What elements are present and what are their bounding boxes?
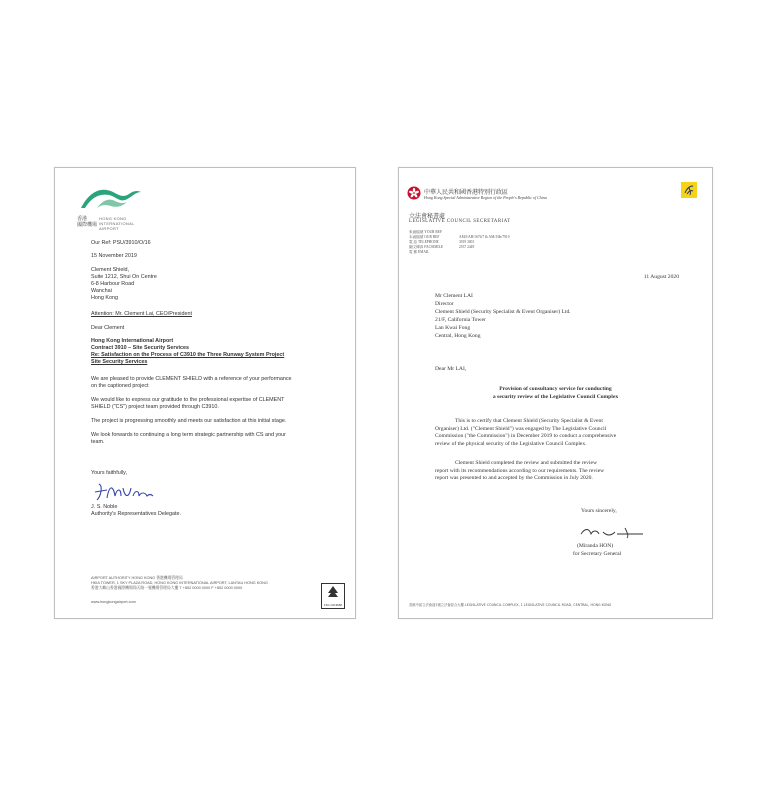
legco-letter bbox=[398, 167, 713, 619]
recipient-address bbox=[435, 292, 571, 340]
legco-yellow-badge bbox=[681, 182, 697, 198]
legco-badge-icon bbox=[681, 182, 697, 198]
logo-line: HONG KONG bbox=[99, 216, 127, 221]
website: www.hongkongairport.com bbox=[91, 600, 136, 604]
paragraph-line: We look forwards to continuing a long term strategic partnership with CS and your bbox=[91, 432, 286, 438]
footer-line: HKIA TOWER, 1 SKY PLAZA ROAD, HONG KONG INTERNATIONAL AIRPORT, LANTAU HONG KONG bbox=[91, 581, 268, 585]
footer-line: 香港大嶼山香港國際機場翔天路一號機場管理局大樓 T +852 0000 0000 F +852 0000 0000 bbox=[91, 586, 243, 590]
footer-address: 香港中區立法會道1號立法會綜合大樓 LEGISLATIVE COUNCIL COMPLEX, 1 LEGISLATIVE COUNCIL ROAD, CENTRAL, HONG KONG bbox=[409, 603, 612, 607]
paragraph-line: report with its recommendations according to our requirements. The review bbox=[435, 467, 605, 474]
signer-role: for Secretary General bbox=[573, 551, 622, 557]
address-line: Lan Kwai Fong bbox=[435, 325, 471, 331]
address-line: Hong Kong bbox=[91, 295, 118, 301]
subject-line: Re: Satisfaction on the Process of C3910 the Three Runway System Project bbox=[91, 352, 285, 358]
address-line: Clement Shield (Security Specialist & Event Organiser) Ltd. bbox=[435, 309, 571, 315]
address-line: Mr Clement LAI bbox=[435, 293, 473, 299]
header-chinese: 中華人民共和國香港特別行政區 bbox=[424, 189, 509, 196]
salutation: Dear Mr LAI, bbox=[435, 366, 467, 372]
header-english: Hong Kong Special Administrative Region of the People's Republic of China bbox=[424, 195, 547, 200]
letter-date: 15 November 2019 bbox=[91, 253, 137, 259]
address-line: Suite 1212, Shui On Centre bbox=[91, 274, 157, 280]
subject-line: Hong Kong International Airport bbox=[91, 338, 174, 344]
signature bbox=[93, 480, 155, 504]
signer-name: J. S. Noble bbox=[91, 504, 118, 510]
paragraph-2 bbox=[91, 397, 284, 411]
signer-name: (Miranda HON) bbox=[577, 543, 614, 549]
our-ref: Our Ref: PSU/3910/O/16 bbox=[91, 240, 151, 246]
closing: Yours faithfully, bbox=[91, 470, 127, 476]
logo-chinese: 香港 國際機場 bbox=[77, 216, 98, 228]
ref-value: AM/J/AB/1676/7 & AM/J/4b/7910 bbox=[459, 235, 510, 239]
paragraph-line: SHIELD ("CS") project team provided through C3910. bbox=[91, 404, 219, 410]
address-line: Wanchai bbox=[91, 288, 112, 294]
ref-value: 2537 2449 bbox=[459, 245, 475, 249]
ref-label: 電 郵 EMAIL bbox=[409, 250, 430, 254]
address-line: Clement Shield, bbox=[91, 267, 130, 273]
salutation: Dear Clement bbox=[91, 325, 125, 331]
ref-row bbox=[409, 250, 510, 255]
footer-line: AIRPORT AUTHORITY HONG KONG 香港機場管理局 bbox=[91, 576, 183, 580]
address-line: 6-8 Harbour Road bbox=[91, 281, 135, 287]
paragraph-1 bbox=[435, 418, 616, 448]
subject-block bbox=[91, 338, 284, 366]
signer-title: Authority's Representatives Delegate. bbox=[91, 511, 182, 517]
paragraph-line: review of the physical security of the Legislative Council Complex. bbox=[435, 440, 587, 447]
paragraph-4 bbox=[91, 432, 286, 446]
attention-line: Attention: Mr. Clement Lai, CEO/President bbox=[91, 311, 192, 317]
letter-title bbox=[399, 386, 712, 401]
hkia-logo bbox=[79, 182, 143, 214]
recipient-address bbox=[91, 267, 157, 302]
paragraph-line: This is to certify that Clement Shield (Security Specialist & Event bbox=[455, 418, 603, 424]
footer-address bbox=[91, 576, 268, 591]
ref-label: 圖文傳真 FACSIMILE bbox=[409, 245, 443, 249]
paragraph-line: The project is progressing smoothly and meets our satisfaction at this initial stage. bbox=[91, 418, 287, 424]
paragraph-line: report was presented to and accepted by the Commission in July 2020. bbox=[435, 475, 593, 482]
closing: Yours sincerely, bbox=[581, 508, 617, 514]
dept-chinese: 立法會秘書處 bbox=[409, 213, 446, 220]
title-line: Provision of consultancy service for conducting bbox=[499, 386, 612, 392]
tree-icon bbox=[322, 584, 344, 598]
paragraph-line: Commission ("the Commission") in December 2019 to conduct a comprehensive bbox=[435, 433, 617, 440]
ref-value: 3919 3001 bbox=[459, 240, 475, 244]
ref-label: 本函檔號 OUR REF bbox=[409, 235, 440, 239]
title-line: a security review of the Legislative Council Complex bbox=[492, 393, 619, 400]
subject-line: Contract 3910 – Site Security Services bbox=[91, 345, 189, 351]
fsc-code: FSC-C019968 bbox=[324, 603, 342, 607]
address-line: Central, Hong Kong bbox=[435, 333, 481, 339]
paragraph-2 bbox=[435, 460, 604, 483]
paragraph-1 bbox=[91, 376, 292, 390]
logo-line: AIRPORT bbox=[99, 226, 119, 231]
reference-table bbox=[409, 230, 510, 255]
fsc-logo bbox=[321, 583, 345, 609]
subject-line: Site Security Services bbox=[91, 359, 148, 365]
dept-english: LEGISLATIVE COUNCIL SECRETARIAT bbox=[409, 219, 511, 224]
paragraph-3 bbox=[91, 418, 286, 425]
signature bbox=[577, 524, 647, 540]
letter-date: 11 August 2020 bbox=[643, 274, 679, 280]
address-line: Director bbox=[435, 301, 454, 307]
ref-label: 來函檔號 YOUR REF bbox=[409, 230, 442, 234]
paragraph-line: We are pleased to provide CLEMENT SHIELD with a reference of your performance bbox=[91, 376, 292, 382]
ref-label: 電 話 TELEPHONE bbox=[409, 240, 439, 244]
paragraph-line: team. bbox=[91, 439, 105, 445]
paragraph-line: on the captioned project bbox=[91, 383, 149, 389]
paragraph-line: Organiser) Ltd. ("Clement Shield") was engaged by The Legislative Council bbox=[435, 425, 607, 432]
hksar-emblem bbox=[407, 186, 421, 200]
address-line: 21/F, California Tower bbox=[435, 317, 486, 323]
airport-authority-letter bbox=[54, 167, 356, 619]
logo-line: INTERNATIONAL bbox=[99, 221, 135, 226]
logo-english bbox=[99, 216, 135, 231]
paragraph-line: Clement Shield completed the review and submitted the review bbox=[455, 460, 597, 466]
paragraph-line: We would like to express our gratitude to the professional expertise of CLEMENT bbox=[91, 397, 285, 403]
